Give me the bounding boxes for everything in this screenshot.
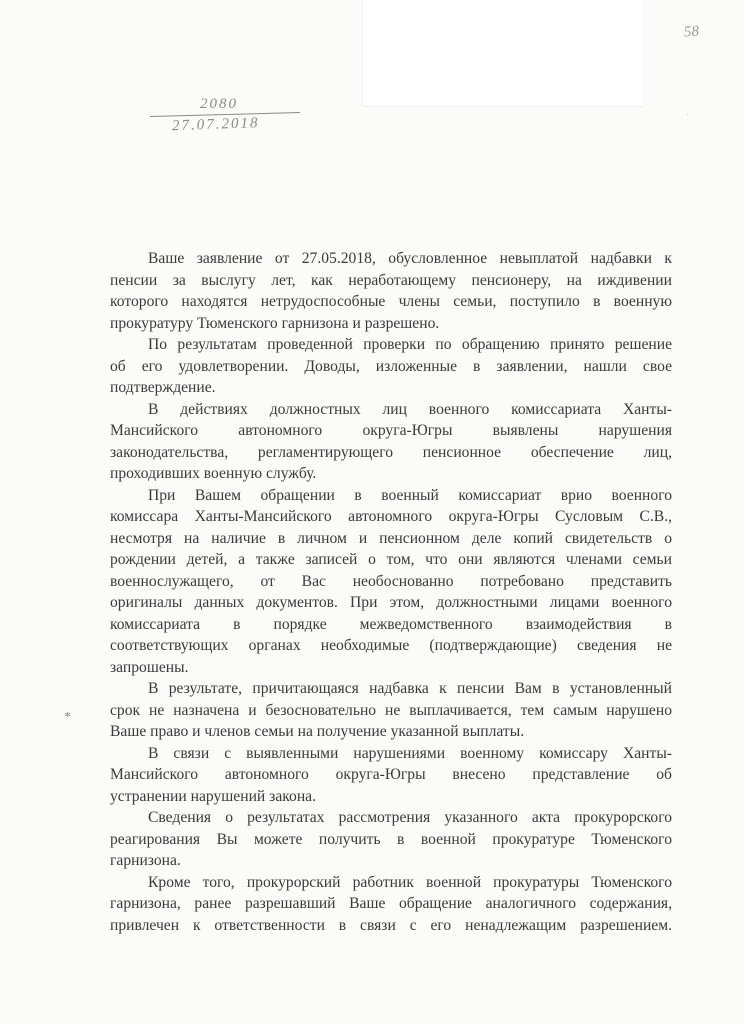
- text-line: Сведения о результатах рассмотрения указанного акта прокурорского: [148, 809, 672, 826]
- text-line: устранении нарушений закона.: [110, 787, 316, 805]
- letter-body: [110, 248, 672, 936]
- text-line: военнослужащего, от Вас необоснованно потребовано представить: [110, 572, 672, 590]
- text-line: прокуратуру Тюменского гарнизона и разрешено.: [110, 314, 440, 332]
- registration-number: 2080: [200, 96, 238, 112]
- text-line: рождении детей, а также записей о том, что они являются членами семьи: [110, 551, 672, 568]
- text-line: оригиналы данных документов. При этом, должностными лицами военного: [110, 594, 672, 611]
- text-line: В результате, причитающаяся надбавка к пенсии Вам в установленный: [148, 680, 672, 697]
- scan-speck: *: [64, 710, 71, 725]
- paragraph: [110, 485, 672, 679]
- text-line: В действиях должностных лиц военного комиссариата Ханты-: [148, 400, 672, 418]
- paragraph: [110, 807, 672, 872]
- text-line: об его удовлетворении. Доводы, изложенные в заявлении, нашли свое: [110, 357, 672, 375]
- text-line: несмотря на наличие в личном и пенсионном деле копий свидетельств о: [110, 529, 672, 547]
- text-line: гарнизона, ранее разрешавший Ваше обращение аналогичного содержания,: [110, 895, 672, 912]
- text-line: комиссариата в порядке межведомственного взаимодействия в: [110, 615, 672, 633]
- paragraph: [110, 743, 672, 808]
- text-line: которого находятся нетрудоспособные члены семьи, поступило в военную: [110, 293, 672, 310]
- paragraph: [110, 248, 672, 334]
- text-line: При Вашем обращении в военный комиссариат врио военного: [148, 486, 672, 504]
- paragraph: [110, 678, 672, 743]
- text-line: Мансийского автономного округа-Югры выявлены нарушения: [110, 422, 672, 439]
- text-line: подтверждение.: [110, 379, 216, 396]
- text-line: По результатам проведенной проверки по обращению принято решение: [148, 336, 672, 353]
- paragraph: [110, 334, 672, 399]
- text-line: соответствующих органах необходимые (подтверждающие) сведения не: [110, 637, 672, 654]
- text-line: запрошены.: [110, 658, 189, 676]
- text-line: Кроме того, прокурорский работник военной прокуратуры Тюменского: [148, 873, 672, 891]
- text-line: Ваше заявление от 27.05.2018, обусловленное невыплатой надбавки к: [148, 250, 672, 267]
- registration-date: 27.07.2018: [171, 115, 260, 135]
- registration-stamp: [150, 96, 300, 133]
- text-line: комиссара Ханты-Мансийского автономного округа-Югры Сусловым С.В.,: [110, 508, 672, 525]
- text-line: реагирования Вы можете получить в военной прокуратуре Тюменского: [110, 830, 672, 848]
- paragraph: [110, 872, 672, 937]
- text-line: Ваше право и членов семьи на получение указанной выплаты.: [110, 723, 525, 740]
- scan-speck: ʿ: [686, 112, 690, 124]
- text-line: законодательства, регламентирующего пенсионное обеспечение лиц,: [110, 443, 672, 461]
- text-line: гарнизона.: [110, 852, 181, 869]
- text-line: привлечен к ответственности в связи с его ненадлежащим разрешением.: [110, 916, 672, 934]
- text-line: проходивших военную службу.: [110, 465, 317, 482]
- text-line: В связи с выявленными нарушениями военному комиссару Ханты-: [148, 744, 672, 762]
- paragraph: [110, 399, 672, 485]
- text-line: Мансийского автономного округа-Югры внесено представление об: [110, 766, 672, 783]
- page-number: 58: [683, 23, 700, 41]
- text-line: срок не назначена и безосновательно не выплачивается, тем самым нарушено: [110, 701, 672, 719]
- text-line: пенсии за выслугу лет, как неработающему пенсионеру, на иждивении: [110, 271, 672, 289]
- redacted-area: [362, 0, 643, 107]
